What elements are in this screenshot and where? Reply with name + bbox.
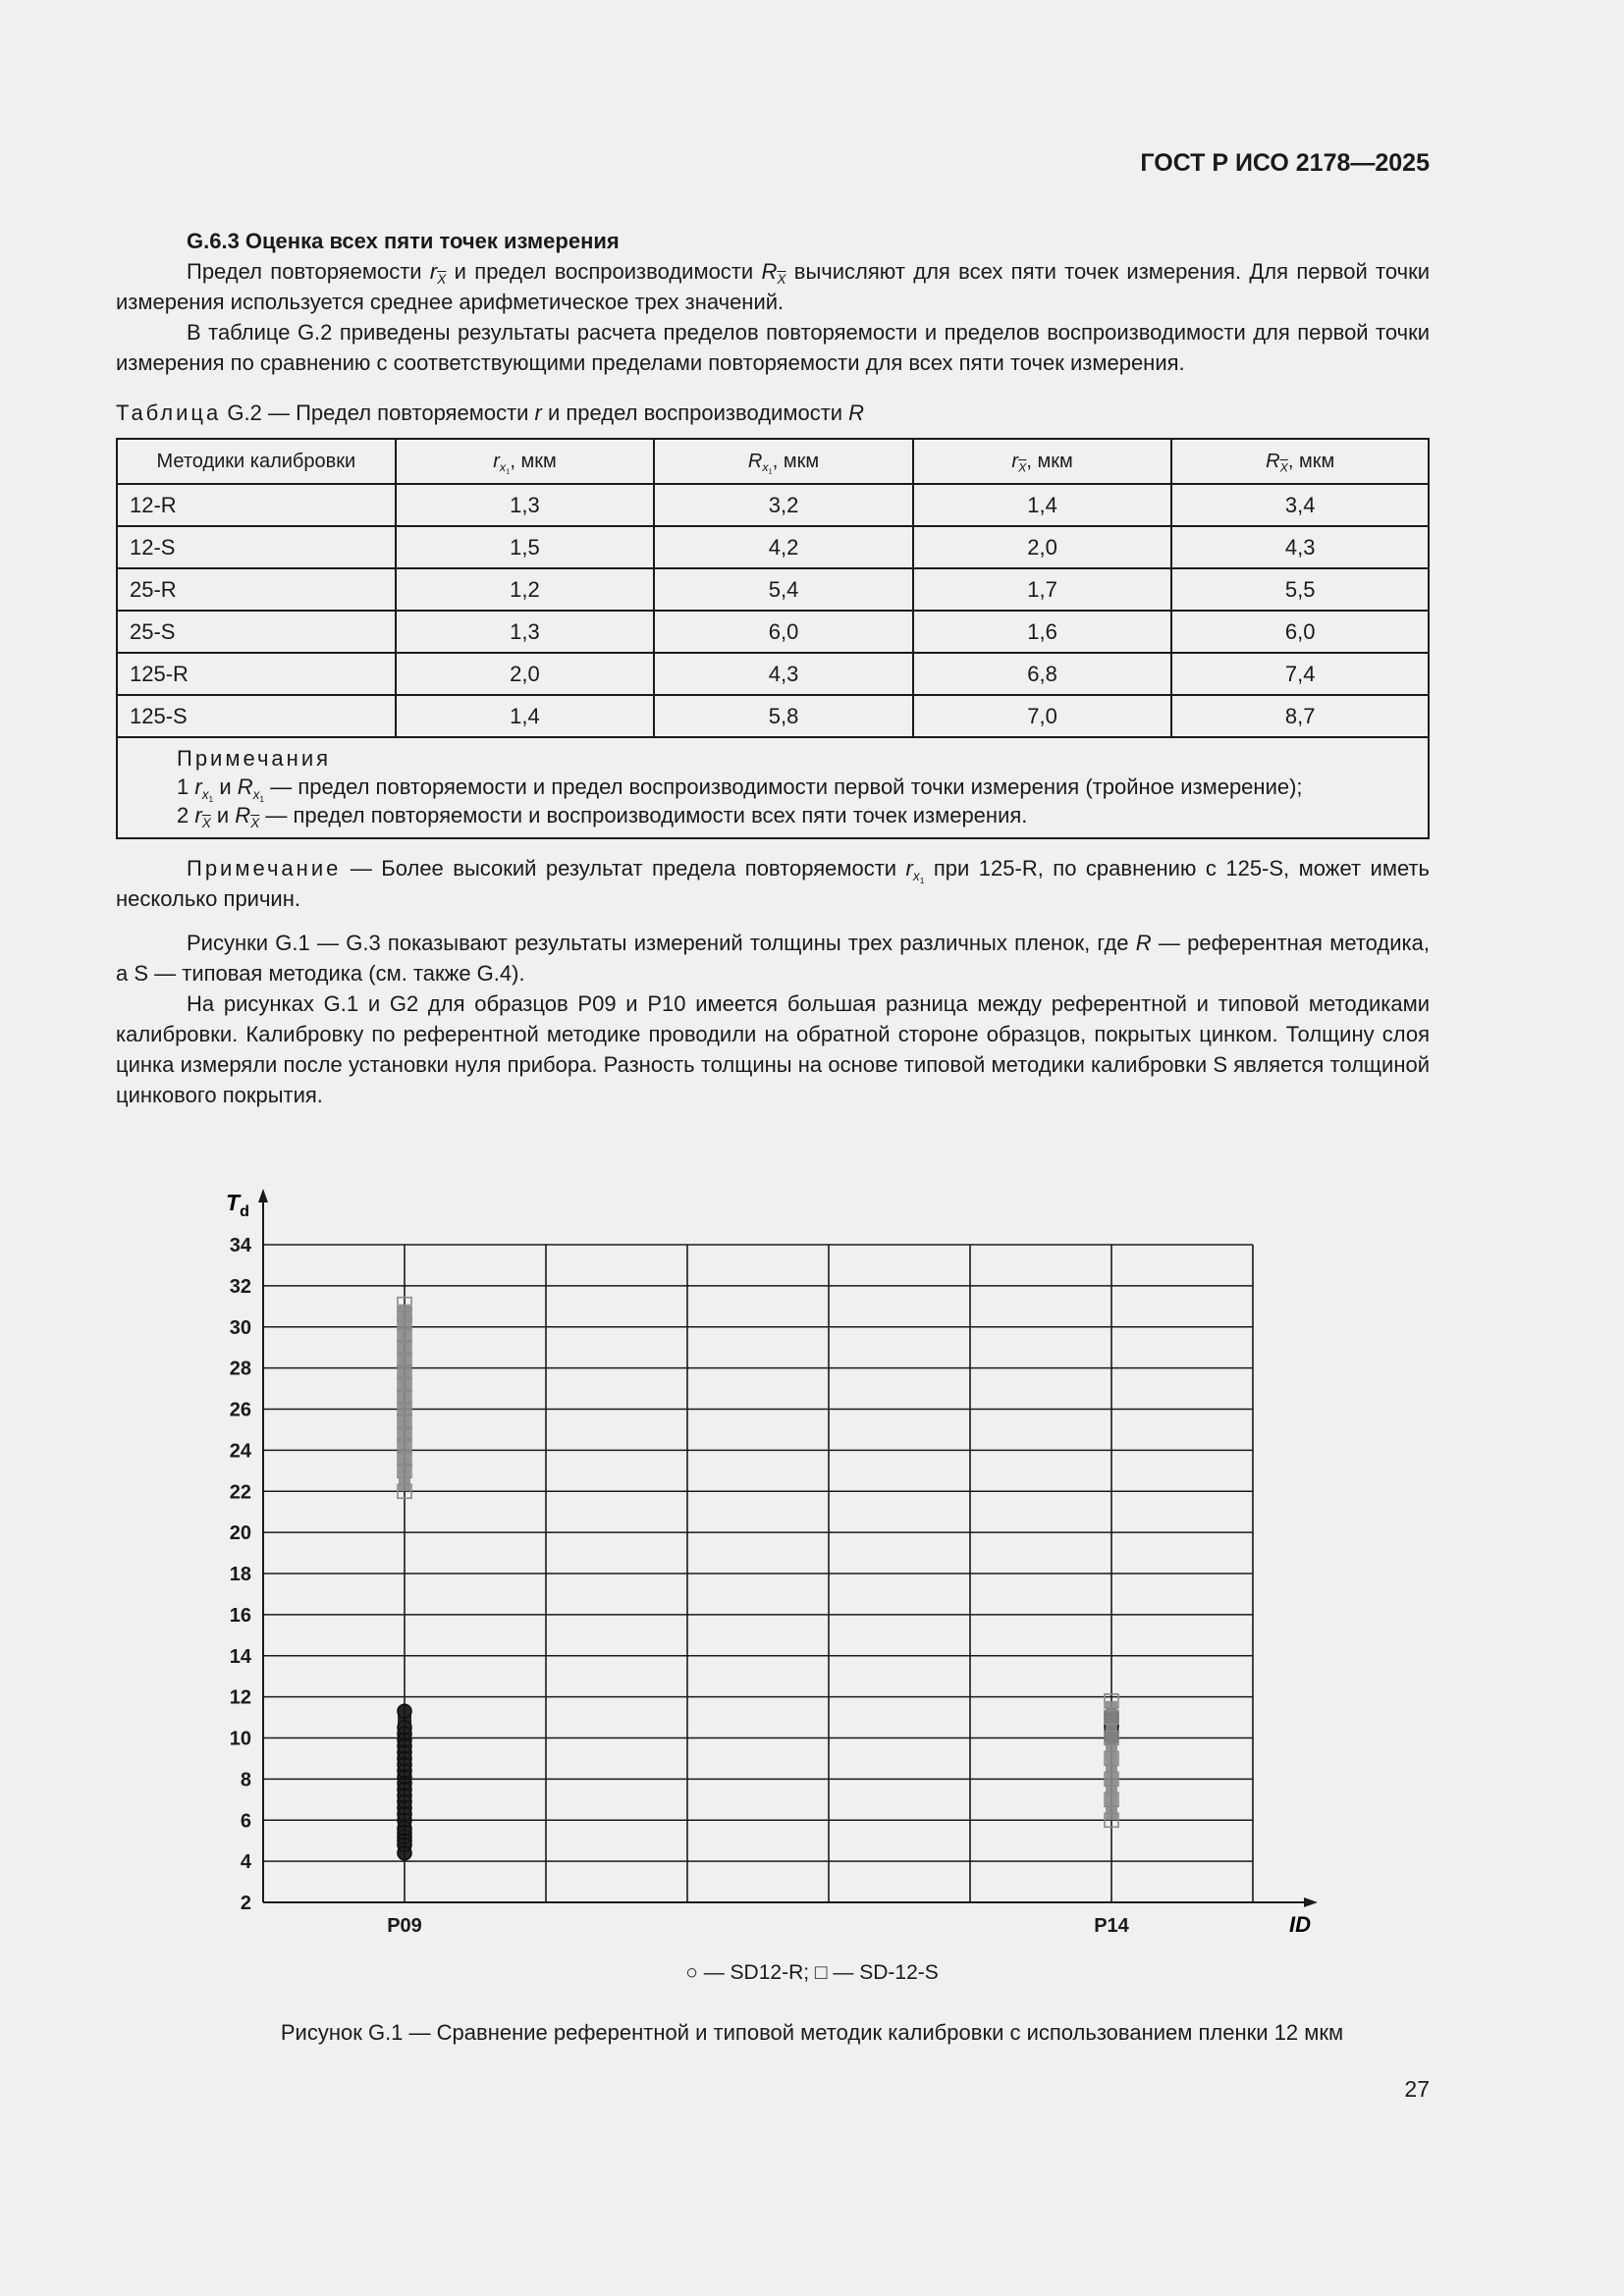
y-tick-label: 24 [229, 1440, 251, 1463]
paragraph-4: На рисунках G.1 и G2 для образцов P09 и P10 имеется большая разница между референтной и типовой методиками калибровки. Калибровку по референтной методике проводили на обратной стороне образцов, покрытых цинком. Толщину слоя цинка измеряли после установки нуля прибора. Разность толщины на основе типовой методики калибровки S является толщиной цинкового покрытия. [116, 991, 1430, 1107]
paragraph-1: Предел повторяемости $r_{\overline{X}}$ и предел воспроизводимости $R_{\overline{X}}$ вычисляют для всех пяти точек измерения. Для первой точки измерения используется среднее арифметическое трех значений. [116, 259, 1431, 314]
cell-value: 8,7 [1171, 695, 1429, 737]
y-tick-labels [230, 1235, 252, 1914]
page-body [116, 226, 1430, 1110]
y-tick-label: 18 [229, 1564, 251, 1585]
cell-value: 1,3 [396, 611, 655, 653]
cell-value: 1,5 [396, 526, 655, 568]
y-tick-label: 12 [229, 1686, 251, 1709]
table-header-row [117, 439, 1429, 484]
cell-value: 1,2 [396, 568, 655, 611]
table-row [117, 653, 1429, 695]
y-tick-label: 10 [229, 1728, 251, 1750]
y-tick-label: 20 [229, 1522, 251, 1545]
document-code: ГОСТ Р ИСО 2178—2025 [1140, 149, 1430, 177]
header-r-xbar: $r_{\overline{X}}$, мкм [913, 439, 1172, 484]
y-tick-label: 6 [240, 1810, 251, 1833]
x-axis-arrow [1304, 1897, 1318, 1907]
paragraph-2: В таблице G.2 приведены результаты расчета пределов повторяемости и пределов воспроизводимости для первой точки измерения по сравнению с соответствующими пределами повторяемости для всех пяти точек измерения. [116, 320, 1430, 375]
y-tick-label: 34 [229, 1235, 251, 1256]
x-tick-label: P09 [387, 1915, 422, 1937]
legend-s-label: — SD-12-S [827, 1961, 939, 1984]
section-title: G.6.3 Оценка всех пяти точек измерения [187, 229, 620, 253]
table-caption: Таблица G.2 — Предел повторяемости r и предел воспроизводимости R [116, 400, 865, 425]
cell-value: 5,4 [654, 568, 913, 611]
cell-method: 25-R [117, 568, 396, 611]
cell-method: 12-S [117, 526, 396, 568]
y-axis-label: $T_d$ [226, 1190, 249, 1220]
y-tick-label: 26 [229, 1399, 251, 1421]
cell-value: 6,8 [913, 653, 1172, 695]
cell-value: 5,8 [654, 695, 913, 737]
y-tick-label: 28 [229, 1358, 251, 1380]
cell-value: 4,3 [654, 653, 913, 695]
x-tick-label: P14 [1094, 1915, 1129, 1937]
cell-value: 1,6 [913, 611, 1172, 653]
note-1: 1 $r_{x_1}$ и $R_{x_1}$ — предел повторяемости и предел воспроизводимости первой точки измерения (тройное измерение); [177, 774, 1303, 804]
cell-value: 6,0 [654, 611, 913, 653]
header-methods: Методики калибровки [117, 439, 396, 484]
cell-value: 1,7 [913, 568, 1172, 611]
cell-method: 25-S [117, 611, 396, 653]
y-tick-label: 32 [229, 1275, 251, 1298]
cell-value: 7,0 [913, 695, 1172, 737]
y-tick-label: 14 [229, 1645, 251, 1668]
cell-value: 4,2 [654, 526, 913, 568]
cell-value: 6,0 [1171, 611, 1429, 653]
cell-value: 5,5 [1171, 568, 1429, 611]
cell-value: 1,3 [396, 484, 655, 526]
cell-method: 125-R [117, 653, 396, 695]
y-tick-label: 16 [229, 1604, 251, 1627]
header-R-x1: $R_{x_1}$, мкм [654, 439, 913, 484]
figure-chart [196, 1183, 1355, 1958]
circle-marker-icon: ○ [685, 1961, 698, 1984]
cell-value: 4,3 [1171, 526, 1429, 568]
y-tick-label: 22 [229, 1481, 251, 1504]
x-axis-label: ID [1289, 1912, 1311, 1937]
chart-marks [398, 1298, 1118, 1860]
table-notes-row [117, 737, 1429, 838]
table-row [117, 484, 1429, 526]
note-2: 2 $r_{\overline{X}}$ и $R_{\overline{X}}$ — предел повторяемости и воспроизводимости всех пяти точек измерения. [177, 803, 1028, 830]
table-row [117, 526, 1429, 568]
note-paragraph: Примечание — Более высокий результат предела повторяемости $r_{x_1}$ при 125-R, по сравнению с 125-S, может иметь несколько причин. [116, 856, 1430, 911]
y-tick-label: 30 [229, 1316, 251, 1339]
table-notes [117, 737, 1429, 838]
header-r-x1: $r_{x_1}$, мкм [396, 439, 655, 484]
page-number: 27 [1404, 2076, 1430, 2102]
table-row [117, 695, 1429, 737]
legend-r-label: — SD12-R; [697, 1961, 815, 1984]
paragraph-3: Рисунки G.1 — G.3 показывают результаты измерений толщины трех различных пленок, где R — референтная методика, а S — типовая методика (см. также G.4). [116, 931, 1430, 986]
cell-value: 1,4 [913, 484, 1172, 526]
y-tick-label: 8 [240, 1769, 251, 1791]
data-table [116, 438, 1430, 839]
table-row [117, 611, 1429, 653]
cell-method: 125-S [117, 695, 396, 737]
y-axis-arrow [258, 1189, 268, 1202]
y-tick-label: 4 [240, 1851, 251, 1874]
x-tick-labels [387, 1915, 1129, 1937]
cell-value: 3,4 [1171, 484, 1429, 526]
square-marker-icon: □ [814, 1961, 828, 1984]
cell-value: 1,4 [396, 695, 655, 737]
table-row [117, 568, 1429, 611]
cell-value: 3,2 [654, 484, 913, 526]
chart-legend [0, 1961, 1624, 1985]
notes-title: Примечания [177, 746, 332, 771]
y-tick-label: 2 [240, 1893, 251, 1914]
figure-caption: Рисунок G.1 — Сравнение референтной и типовой методик калибровки с использованием пленки 12 мкм [280, 2020, 1344, 2045]
cell-value: 2,0 [913, 526, 1172, 568]
cell-method: 12-R [117, 484, 396, 526]
header-R-xbar: $R_{\overline{X}}$, мкм [1171, 439, 1429, 484]
cell-value: 2,0 [396, 653, 655, 695]
chart-axes [258, 1189, 1318, 1907]
cell-value: 7,4 [1171, 653, 1429, 695]
